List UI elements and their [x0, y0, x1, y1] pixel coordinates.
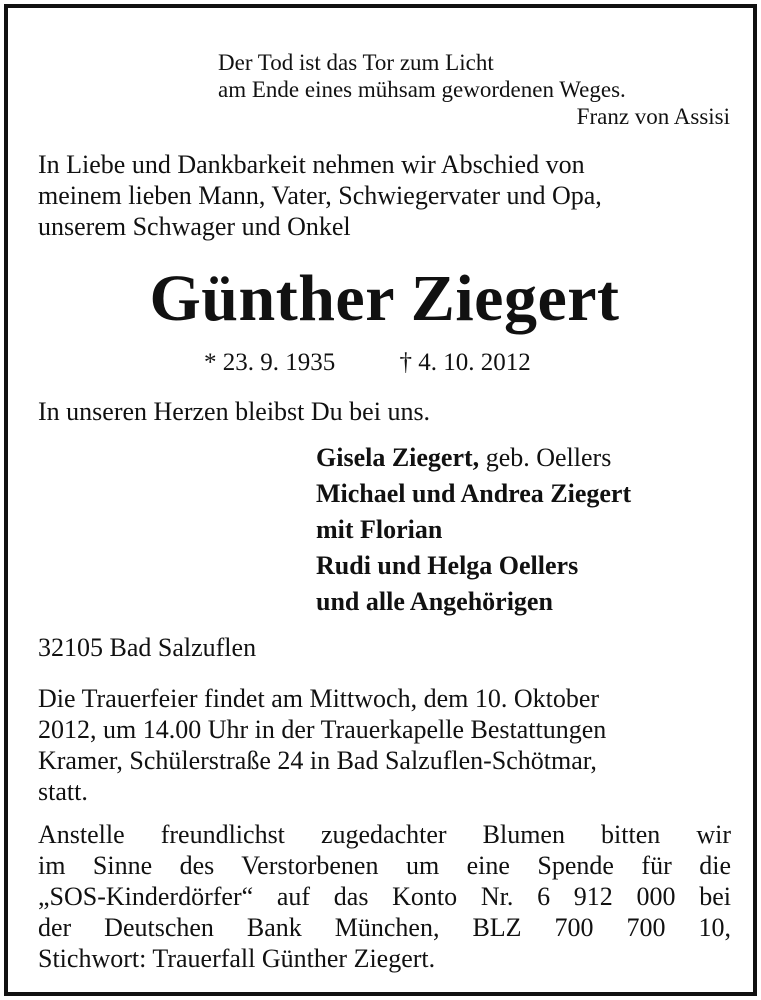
quote-block: [218, 49, 730, 130]
donation-line: „SOS-Kinderdörfer“ auf das Konto Nr. 6 912 000 bei: [38, 882, 731, 911]
donation-line: Stichwort: Trauerfall Günther Ziegert.: [38, 944, 436, 973]
deceased-name: Günther Ziegert: [149, 262, 620, 335]
donation-info: [38, 819, 731, 974]
quote-author: Franz von Assisi: [576, 104, 730, 129]
mourner-line: Rudi und Helga Oellers: [316, 551, 579, 580]
intro-text: [38, 149, 738, 242]
funeral-line: 2012, um 14.00 Uhr in der Trauerkapelle Bestattungen: [38, 715, 607, 744]
intro-line: In Liebe und Dankbarkeit nehmen wir Abschied von: [38, 150, 585, 179]
donation-line: der Deutschen Bank München, BLZ 700 700 10,: [38, 913, 731, 942]
life-dates: [204, 348, 531, 378]
death-date: † 4. 10. 2012: [399, 349, 531, 376]
quote-line: am Ende eines mühsam gewordenen Weges.: [218, 77, 626, 102]
mourner-line: [316, 440, 631, 476]
obituary-notice: [28, 43, 733, 972]
city: 32105 Bad Salzuflen: [38, 633, 257, 662]
mourner-line: mit Florian: [316, 515, 443, 544]
mourner-line: Michael und Andrea Ziegert: [316, 479, 632, 508]
funeral-line: statt.: [38, 777, 88, 806]
mourners-list: [316, 440, 631, 620]
memorial-line: In unseren Herzen bleibst Du bei uns.: [38, 397, 431, 426]
funeral-line: Die Trauerfeier findet am Mittwoch, dem 10. Oktober: [38, 684, 600, 713]
funeral-info: [38, 683, 731, 807]
intro-line: meinem lieben Mann, Vater, Schwiegervater und Opa,: [38, 181, 602, 210]
donation-line: im Sinne des Verstorbenen um eine Spende für die: [38, 851, 731, 880]
donation-line: Anstelle freundlichst zugedachter Blumen bitten wir: [38, 820, 731, 849]
maiden-name: geb. Oellers: [479, 443, 612, 472]
intro-line: unserem Schwager und Onkel: [38, 212, 351, 241]
mourner-name: Gisela Ziegert,: [316, 443, 480, 472]
mourner-line: und alle Angehörigen: [316, 587, 553, 616]
notice-border: [4, 4, 757, 996]
quote-line: Der Tod ist das Tor zum Licht: [218, 50, 494, 75]
funeral-line: Kramer, Schülerstraße 24 in Bad Salzuflen-Schötmar,: [38, 746, 597, 775]
birth-date: * 23. 9. 1935: [204, 349, 336, 376]
